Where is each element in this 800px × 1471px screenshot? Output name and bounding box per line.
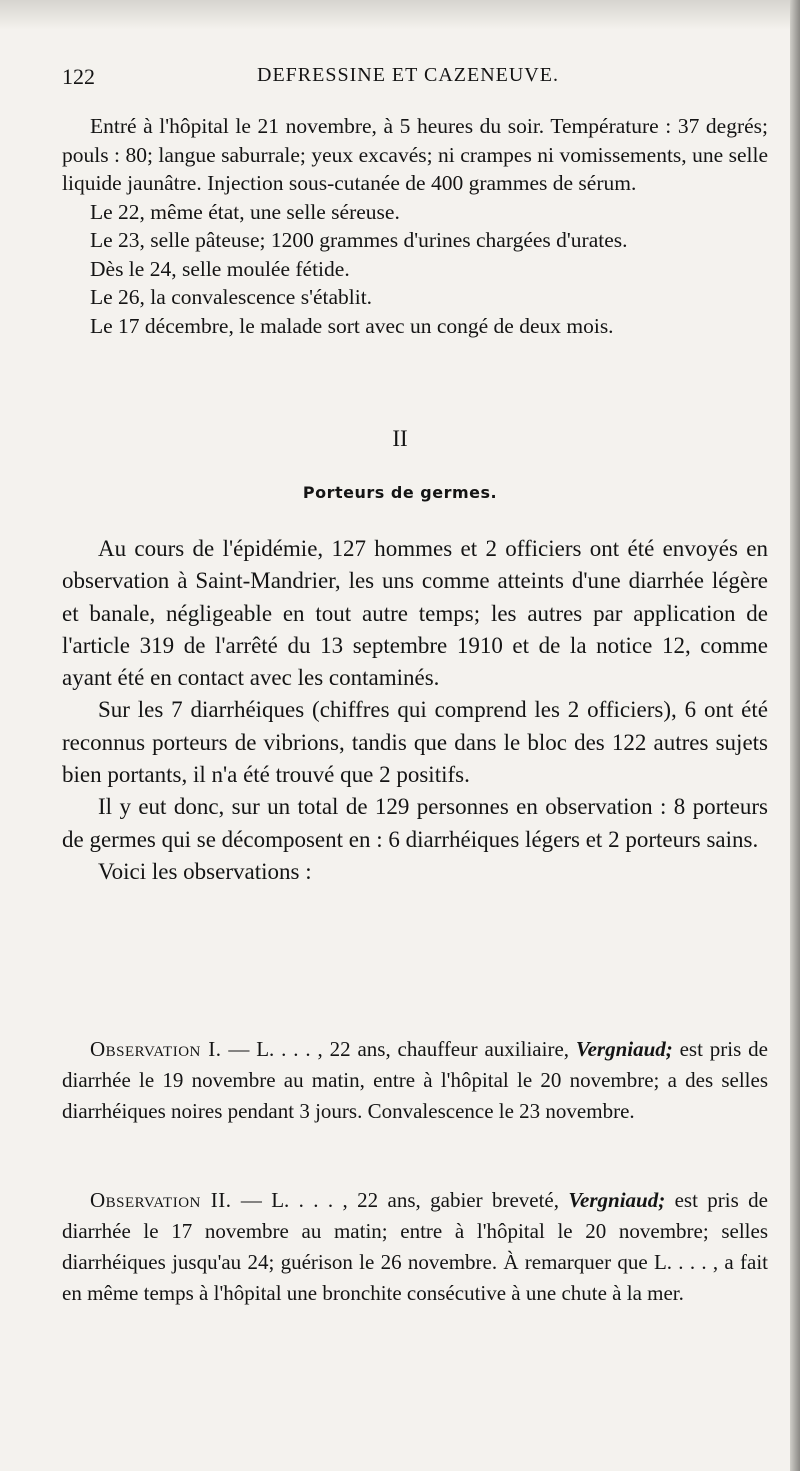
observation-text: est pris de diarrhée le 17 novembre au matin; entre à l'hôpital le 20 novembre; selles diarrhéiques jusqu'au 24; guérison le 26 novembre. À remarquer que L. . . . , a fait en même temps à l'hôpital une bronchite consécutive à une chute à la mer.	[62, 1188, 768, 1305]
section-body	[62, 533, 768, 888]
paragraph: Entré à l'hôpital le 21 novembre, à 5 heures du soir. Température : 37 degrés; pouls : 80; langue saburrale; yeux excavés; ni crampes ni vomissements, une selle liquide jaunâtre. Injection sous-cutanée de 400 grammes de sérum.	[62, 114, 768, 195]
observation-1	[62, 1034, 768, 1127]
observation-text: — L. . . . , 22 ans, gabier breveté,	[231, 1188, 569, 1212]
page-header	[62, 64, 762, 94]
page-number: 122	[62, 64, 95, 89]
ship-name: Vergniaud;	[575, 1037, 673, 1061]
paragraph: Il y eut donc, sur un total de 129 personnes en observation : 8 porteurs de germes qui se décomposent en : 6 diarrhéiques légers et 2 porteurs sains.	[62, 794, 768, 852]
running-title: DEFRESSINE ET CAZENEUVE.	[257, 64, 559, 86]
section-title: Porteurs de germes.	[302, 483, 498, 502]
section-numeral: II	[392, 426, 408, 451]
paragraph: Sur les 7 diarrhéiques (chiffres qui comprend les 2 officiers), 6 ont été reconnus porteurs de vibrions, tandis que dans le bloc des 122 autres sujets bien portants, il n'a été trouvé que 2 positifs.	[62, 697, 768, 788]
paragraph: Le 26, la convalescence s'établit.	[90, 285, 373, 309]
paragraph: Le 22, même état, une selle séreuse.	[90, 199, 400, 224]
page-top-shadow	[0, 0, 800, 30]
paragraph: Le 23, selle pâteuse; 1200 grammes d'urines chargées d'urates.	[90, 228, 628, 252]
observation-2	[62, 1185, 768, 1309]
case-continuation	[62, 112, 768, 340]
observation-label: Observation II.	[90, 1188, 232, 1212]
page-edge-shadow	[790, 0, 800, 1471]
paragraph: Au cours de l'épidémie, 127 hommes et 2 officiers ont été envoyés en observation à Saint-Mandrier, les uns comme atteints d'une diarrhée légère et banale, négligeable en tout autre temps; les autres par application de l'article 319 de l'arrêté du 13 septembre 1910 et de la notice 12, comme ayant été en contact avec les contaminés.	[62, 536, 768, 691]
paragraph: Dès le 24, selle moulée fétide.	[90, 256, 350, 281]
paragraph: Le 17 décembre, le malade sort avec un congé de deux mois.	[90, 313, 614, 338]
observation-text: — L. . . . , 22 ans, chauffeur auxiliaire,	[221, 1037, 576, 1061]
observation-label: Observation I.	[90, 1037, 222, 1061]
observation-text: est pris de diarrhée le 19 novembre au matin, entre à l'hôpital le 20 novembre; a des selles diarrhéiques noires pendant 3 jours. Convalescence le 23 novembre.	[62, 1037, 768, 1123]
paragraph: Voici les observations :	[98, 858, 312, 884]
ship-name: Vergniaud;	[568, 1188, 666, 1212]
